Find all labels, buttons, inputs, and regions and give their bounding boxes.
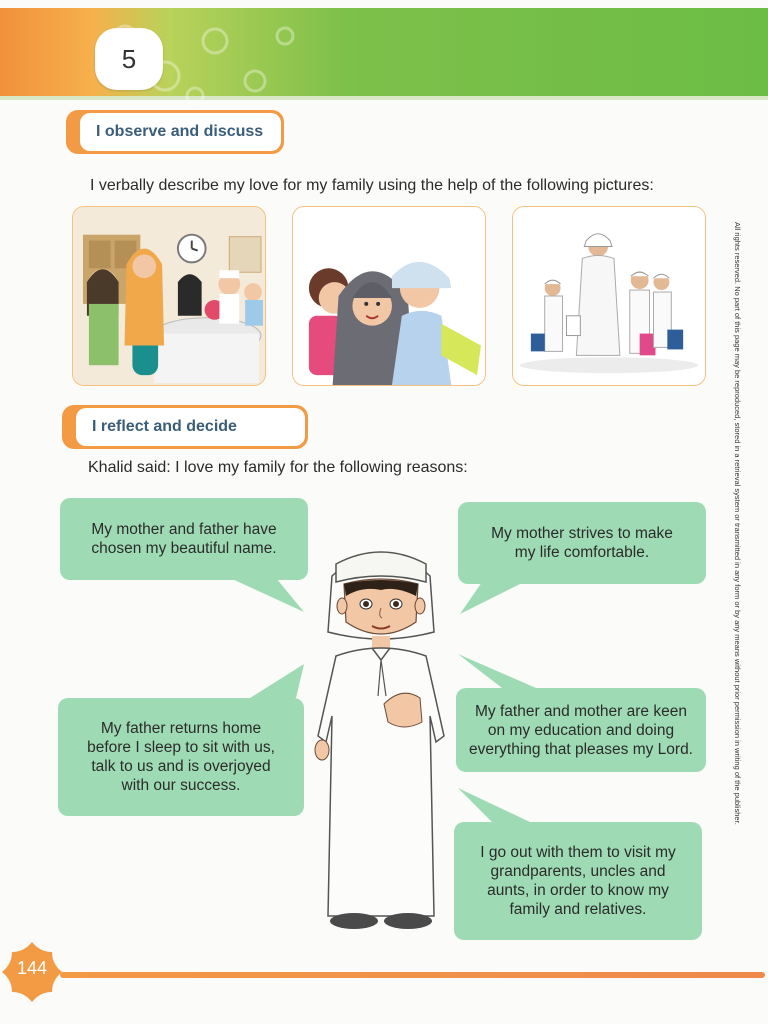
bubble-text — [91, 520, 276, 558]
section-observe-header — [66, 110, 284, 154]
bubble-text — [87, 719, 275, 795]
bubble-line: aunts, in order to know my — [487, 882, 669, 899]
section-reflect-title: I reflect and decide — [76, 408, 305, 446]
bubble-line: family and relatives. — [509, 901, 647, 918]
khalid-boy-illustration — [296, 536, 466, 936]
bubble-text — [469, 702, 693, 759]
bubble-visit-relatives — [454, 822, 702, 940]
picture-hugging-mother — [292, 206, 486, 386]
bubble-line: talk to us and is overjoyed — [91, 758, 271, 775]
header-banner — [0, 8, 768, 100]
picture-family-dinner — [72, 206, 266, 386]
bubble-beautiful-name — [60, 498, 308, 580]
bubble-line: with our success. — [121, 777, 241, 794]
bubble-line: chosen my beautiful name. — [91, 540, 277, 557]
footer-line — [60, 972, 765, 978]
hugging-mother-illustration — [293, 207, 485, 385]
copyright-side-note: All rights reserved. No part of this page may be reproduced, stored in a retrieval system or transmitted in any form or by any means without prior permission in writing of the publisher. — [733, 222, 742, 825]
bubble-line: on my education and doing — [487, 721, 675, 739]
bubble-line: grandparents, uncles and — [490, 863, 666, 880]
bubble-line: My mother strives to make — [491, 525, 673, 542]
page-number: 144 — [16, 958, 48, 978]
bubble-father-returns — [58, 698, 304, 816]
bubble-line: before I sleep to sit with us, — [87, 739, 275, 756]
bubble-text — [480, 843, 676, 919]
bubble-line: my life comfortable. — [514, 544, 650, 561]
section-reflect-header — [62, 405, 308, 449]
bubble-text — [491, 524, 673, 562]
bubble-tail — [458, 582, 528, 616]
family-dinner-illustration — [73, 207, 265, 385]
bubble-education — [456, 688, 706, 772]
khalid-intro: Khalid said: I love my family for the following reasons: — [88, 459, 468, 476]
bubble-tail — [456, 788, 536, 824]
bubble-line: My father and mother are keen — [475, 702, 687, 720]
bubble-mother-comfort — [458, 502, 706, 584]
bubble-tail — [220, 664, 306, 700]
picture-father-shopping — [512, 206, 706, 386]
observe-instruction: I verbally describe my love for my family using the help of the following pictures: — [90, 177, 654, 194]
bubble-tail — [456, 654, 546, 690]
bubble-line: My father returns home — [100, 720, 262, 737]
bubble-line: everything that pleases my Lord. — [468, 740, 693, 758]
bubble-line: My mother and father have — [91, 521, 277, 538]
section-observe-title: I observe and discuss — [80, 113, 281, 151]
father-shopping-illustration — [513, 207, 705, 385]
bubble-line: I go out with them to visit my — [480, 844, 676, 861]
unit-number: 5 — [95, 28, 163, 90]
